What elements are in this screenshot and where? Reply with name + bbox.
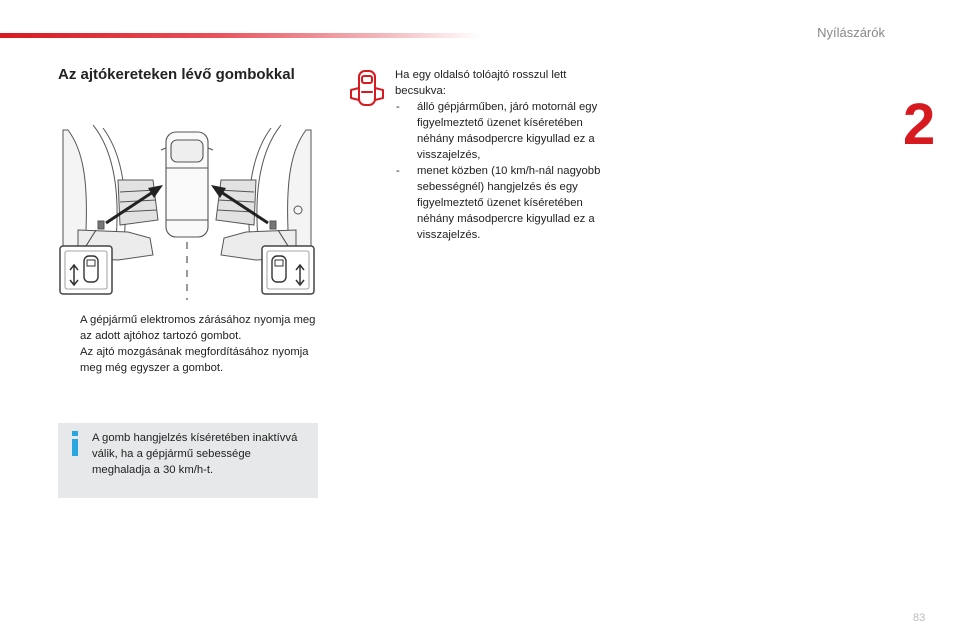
instruction-item — [58, 312, 320, 344]
section-heading: Az ajtókereteken lévő gombokkal — [58, 66, 295, 83]
warning-item-text: menet közben (10 km/h-nál nagyobb sebességnél) hangjelzés és egy figyelmeztető üzenet kíséretében néhány másodpercre kigyullad ez a visszajelzés. — [417, 165, 601, 241]
instruction-text: Az ajtó mozgásának megfordításához nyomja meg még egyszer a gombot. — [80, 346, 309, 374]
warning-item — [395, 99, 615, 163]
dash-marker: - — [396, 165, 400, 177]
van-top-view — [161, 132, 213, 237]
top-accent-bar — [0, 33, 480, 38]
instruction-text: A gépjármű elektromos zárásához nyomja meg az adott ajtóhoz tartozó gombot. — [80, 314, 316, 342]
dash-marker: - — [396, 101, 400, 113]
chapter-title: Nyílászárók — [817, 25, 885, 40]
instruction-list — [58, 312, 320, 376]
van-door-buttons-illustration — [58, 120, 316, 300]
page-number: 83 — [913, 612, 926, 624]
warning-intro: Ha egy oldalsó tolóajtó rosszul lett becsukva: — [395, 69, 567, 97]
info-text: A gomb hangjelzés kíséretében inaktívvá válik, ha a gépjármű sebessége meghaladja a 30 km/h-t. — [92, 432, 298, 476]
warning-item — [395, 163, 615, 243]
chapter-number: 2 — [903, 92, 936, 157]
info-icon — [71, 431, 79, 455]
warning-list — [395, 99, 615, 243]
info-box — [58, 423, 318, 498]
instruction-item — [58, 344, 320, 376]
warning-door-icon — [349, 68, 385, 108]
warning-item-text: álló gépjárműben, járó motornál egy figyelmeztető üzenet kíséretében néhány másodpercre kigyullad ez a visszajelzés, — [417, 101, 598, 161]
warning-description — [395, 67, 615, 243]
